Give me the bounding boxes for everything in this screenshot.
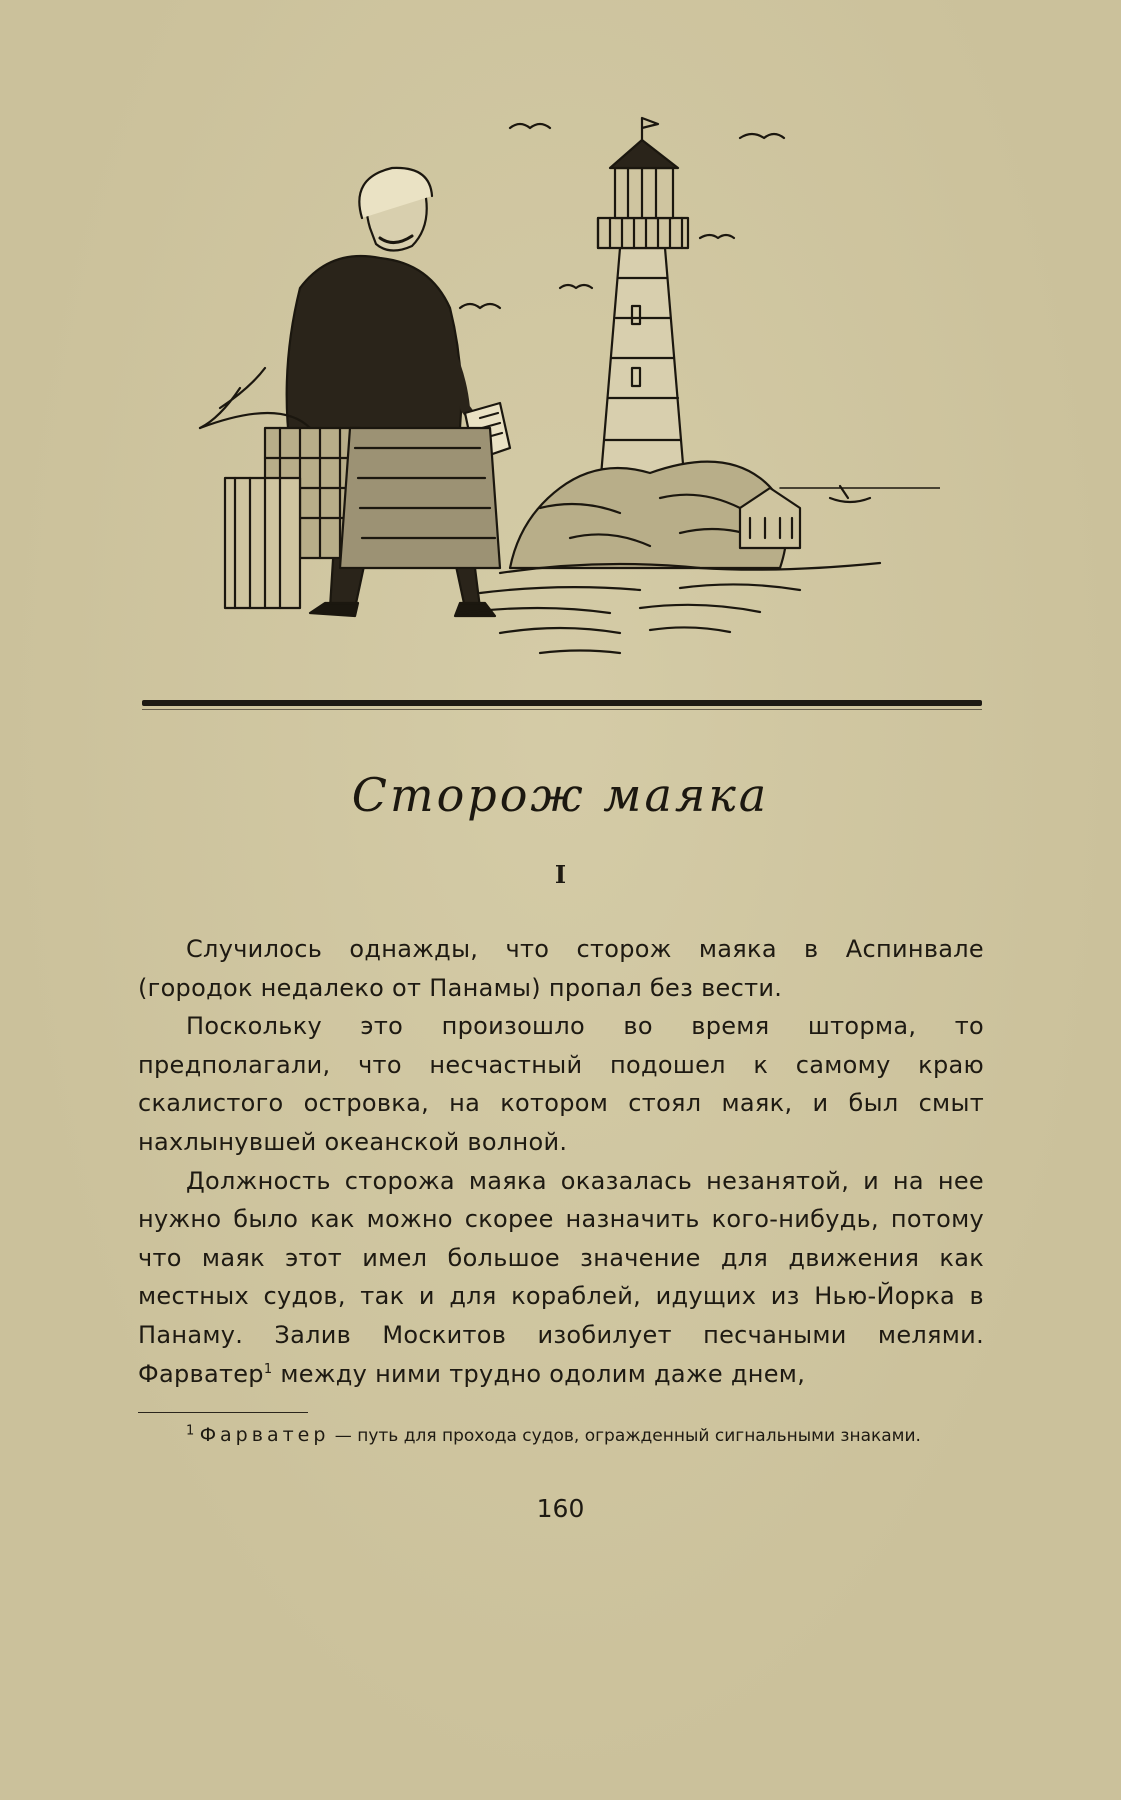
footnote-divider xyxy=(138,1412,308,1413)
paragraph-3-text: Должность сторожа маяка оказалась незанятой, и на нее нужно было как можно скорее назначить кого-нибудь, потому что маяк этот имел большое значение для движения как местных судов, так и для кораблей, идущих из Нью-Йорка в Панаму. Залив Москитов изобилует песчаными мелями. Фарватер xyxy=(138,1166,984,1388)
footnote-marker[interactable]: 1 xyxy=(263,1361,273,1377)
paragraph-3 xyxy=(138,1162,984,1394)
paragraph-1: Случилось однажды, что сторож маяка в Аспинвале (городок недалеко от Панамы) пропал без вести. xyxy=(138,935,984,1002)
lighthouse-keeper-illustration xyxy=(180,68,940,668)
paragraph-2: Поскольку это произошло во время шторма, то предполагали, что несчастный подошел к самому краю скалистого островка, на котором стоял маяк, и был смыт нахлынувшей океанской волной. xyxy=(138,1012,984,1156)
page-number: 160 xyxy=(536,1494,585,1523)
footnote-text: — путь для прохода судов, огражденный сигнальными знаками. xyxy=(329,1426,921,1446)
section-divider-thin xyxy=(142,709,982,710)
footnote xyxy=(138,1422,984,1449)
chapter-number: I xyxy=(554,860,567,889)
footnote-number: 1 xyxy=(186,1423,195,1439)
story-title: Сторож маяка xyxy=(351,768,770,822)
footnote-term: Фарватер xyxy=(199,1424,330,1446)
body-text xyxy=(138,930,984,1393)
paragraph-3-continuation: между ними трудно одолим даже днем, xyxy=(272,1359,806,1388)
section-divider xyxy=(142,700,982,706)
